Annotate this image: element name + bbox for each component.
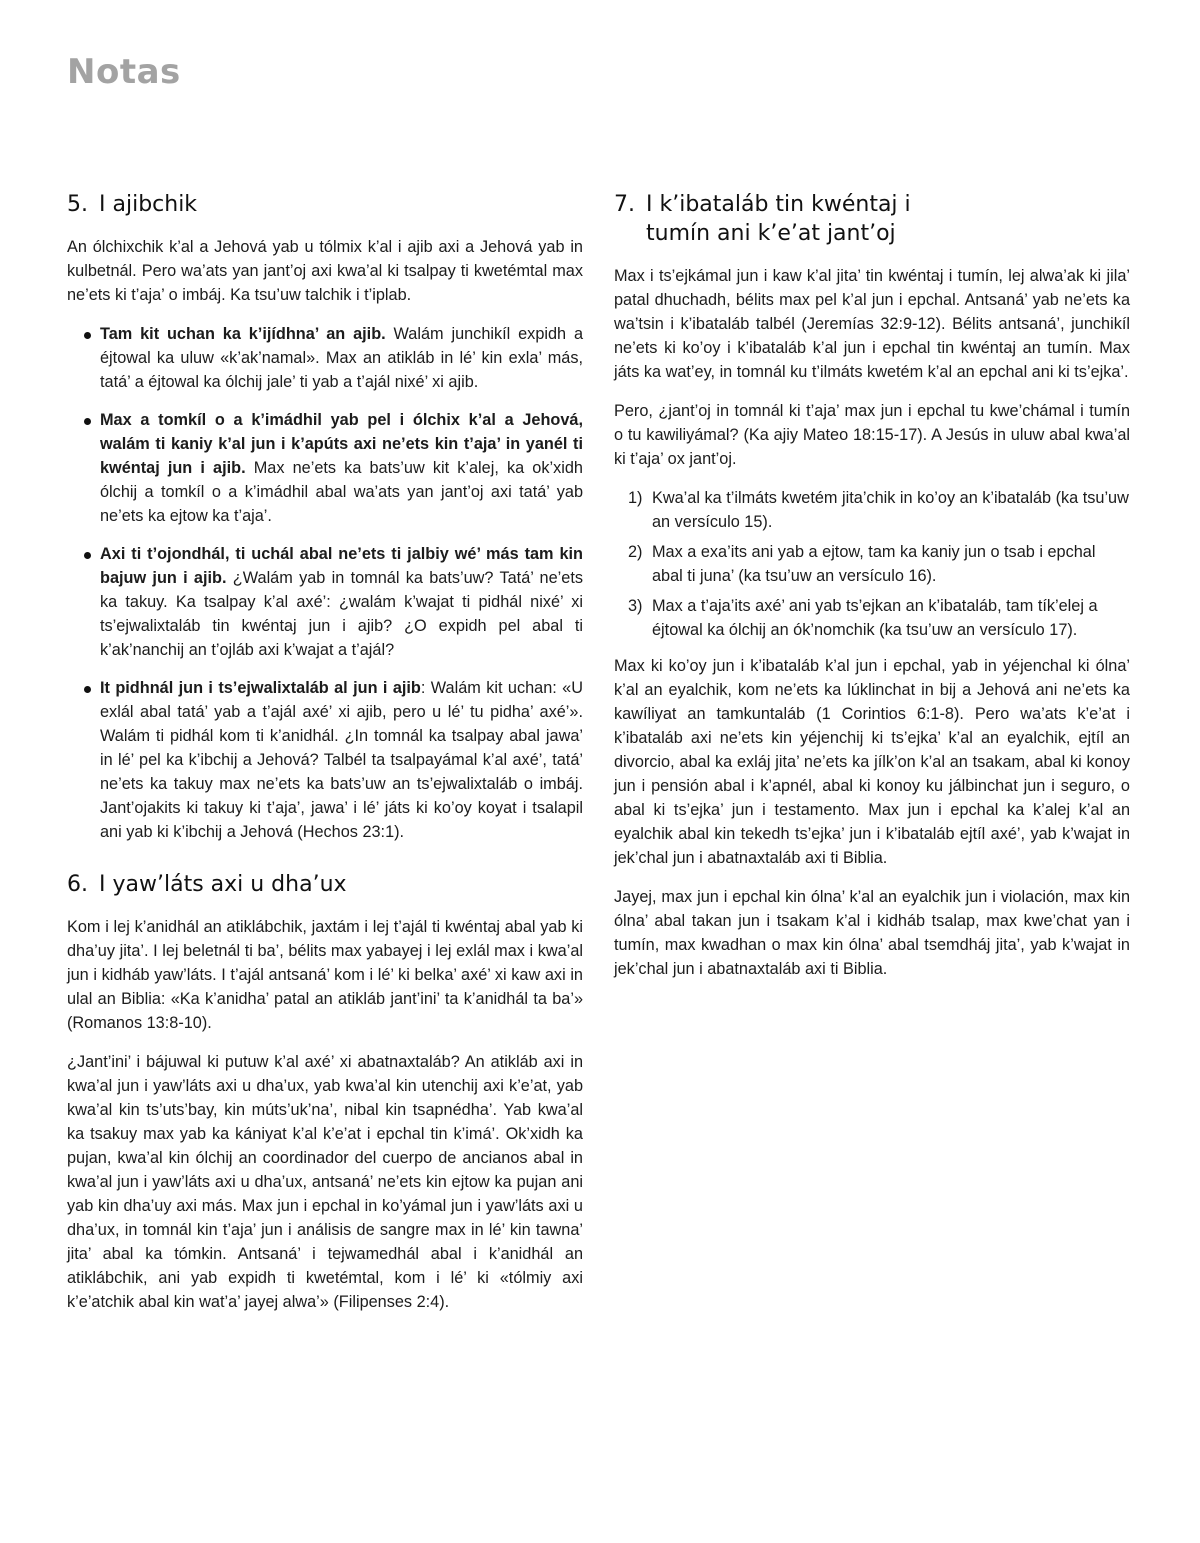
- section-title-line-2: tumín ani k’e’at jant’oj: [646, 221, 896, 246]
- section-number: 7.: [614, 192, 635, 217]
- section-title-line-1: I k’ibataláb tin kwéntaj i: [646, 192, 911, 217]
- bullet-text: Walám junchikíl expidh a éjtowal ka uluw «k’ak’namal». Max an atikláb in lé’ kin exla’ más, tatá’ a éjtowal ka ólchij jale’ ti yab a t’ajál nixé’ xi ajib.: [100, 325, 584, 391]
- section-5: [67, 190, 583, 844]
- bullet-text: Max ne’ets ka bats’uw kit k’alej, ka ok’xidh ólchij a tomkíl o a k’imádhil abal wa’ats yan jant’oj axi tatá’ yab ne’ets ka ejtow ka t’aja’.: [100, 459, 583, 525]
- step-item: [614, 486, 1130, 534]
- bullet-lead: Max a tomkíl o a k’imádhil yab pel i ólchix k’al a Jehová, walám ti kaniy k’al jun i k’apúts axi ne’ets kin t’aja’ in yanél ti kwéntaj jun i ajib.: [100, 411, 583, 477]
- section-5-heading: [67, 190, 583, 219]
- step-number: 2): [628, 543, 643, 561]
- section-6: [67, 870, 583, 1314]
- section-number: 6.: [67, 872, 88, 897]
- bullet-text: ¿Walám yab in tomnál ka bats’uw? Tatá’ ne’ets ka takuy. Ka tsalpay k’al axé’: ¿walám k’wajat ti pidhál nixé’ xi ts’ejwalixtaláb tin kwéntaj jun i ajib? ¿O expidh pel abal ti k’ak’nanchij an t’ojláb axi k’wajat a t’ajál?: [100, 569, 583, 659]
- section-number: 5.: [67, 192, 88, 217]
- right-column: [614, 190, 1130, 996]
- step-number: 3): [628, 597, 643, 615]
- bullet-item: [67, 322, 583, 394]
- bullet-lead: It pidhnál jun i ts’ejwalixtaláb al jun i ajib: [100, 679, 421, 697]
- step-item: [614, 540, 1130, 588]
- bullet-item: [67, 676, 583, 844]
- section-6-paragraph: Kom i lej k’anidhál an atiklábchik, jaxtám i lej t’ajál ti kwéntaj abal yab ki dha’uy jita’. I lej beletnál ti ba’, bélits max yabayej i lej exlál max i kwa’al jun i kidháb yaw’láts. I t’ajál antsaná’ kom i lé’ ki belka’ axé’ xi kaw axi in ulal an Biblia: «Ka k’anidha’ patal an atikláb jant’ini’ ta k’anidhál ta ba’» (Romanos 13:8-10).: [67, 918, 583, 1032]
- section-7-paragraph: Pero, ¿jant’oj in tomnál ki t’aja’ max jun i epchal tu kwe’chámal i tumín o tu kawiliyámal? (Ka ajiy Mateo 18:15-17). A Jesús in uluw abal kwa’al ki t’aja’ ox jant’oj.: [614, 402, 1130, 468]
- section-7: [614, 190, 1130, 981]
- bullet-lead: Tam kit uchan ka k’ijídhna’ an ajib.: [100, 325, 386, 343]
- step-text: Max a exa’its ani yab a ejtow, tam ka kaniy jun o tsab i epchal abal ti juna’ (ka tsu’uw an versículo 16).: [652, 543, 1096, 585]
- bullet-dot-icon: [84, 418, 91, 425]
- section-7-paragraph: Max i ts’ejkámal jun i kaw k’al jita’ tin kwéntaj i tumín, lej alwa’ak ki jila’ patal dhuchadh, bélits max pel k’al jun i epchal. Antsaná’ yab ne’ets ka wa’tsin i k’ibataláb talbél (Jeremías 32:9-12). Bélits antsaná’, junchikíl ne’ets ki ko’oy i k’ibataláb k’al jun i epchal tin kwéntaj an tumín. Max játs ka wat’ey, in tomnál ku t’ilmáts kwetém k’al an epchal ani ki ts’ejka’.: [614, 267, 1130, 381]
- step-item: [614, 594, 1130, 642]
- section-6-heading: [67, 870, 583, 899]
- section-7-paragraph: Jayej, max jun i epchal kin ólna’ k’al an eyalchik jun i violación, max kin ólna’ abal takan jun i tsakam k’al i kidháb tsalap, max kwe’chat yan i tumín, max kwadhan o max kin ólna’ abal tsemdháj jita’, yab k’wajat in jek’chal jun i abatnaxtaláb axi ti Biblia.: [614, 888, 1130, 978]
- bullet-dot-icon: [84, 332, 91, 339]
- section-7-steps-list: [614, 486, 1130, 642]
- left-column: [67, 190, 583, 1329]
- section-5-intro: An ólchixchik k’al a Jehová yab u tólmix k’al i ajib axi a Jehová yab in kulbetnál. Pero wa’ats yan jant’oj axi kwa’al ki tsalpay ti kwetémtal max ne’ets ki t’aja’ o imbáj. Ka tsu’uw talchik i t’iplab.: [67, 238, 583, 304]
- section-7-heading: [614, 190, 1130, 248]
- bullet-dot-icon: [84, 686, 91, 693]
- bullet-item: [67, 542, 583, 662]
- bullet-text: : Walám kit uchan: «U exlál abal tatá’ yab a t’ajál axé’ xi ajib, pero u lé’ tu pidha’ axé’». Walám ti pidhál kom ti k’anidhál. ¿In tomnál ka tsalpay abal jawa’ in lé’ pel ka k’ibchij a Jehová? Talbél ta tsalpayámal k’al axé’, tatá’ ne’ets ka takuy max ne’ets ka bats’uw an ts’ejwalixtaláb o imbáj. Jant’ojakits ki takuy ki t’aja’, jawa’ i lé’ játs ki ko’oy koyat i tsalapil ani yab ki k’ibchij a Jehová (Hechos 23:1).: [100, 679, 583, 841]
- step-text: Max a t’aja’its axé’ ani yab ts’ejkan an k’ibataláb, tam tík’elej a éjtowal ka ólchij an ók’nomchik (ka tsu’uw an versículo 17).: [652, 597, 1098, 639]
- section-title: I ajibchik: [99, 192, 198, 217]
- section-5-bullet-list: [67, 322, 583, 844]
- step-text: Kwa’al ka t’ilmáts kwetém jita’chik in ko’oy an k’ibataláb (ka tsu’uw an versículo 15).: [652, 489, 1129, 531]
- section-title: I yaw’láts axi u dha’ux: [99, 872, 347, 897]
- bullet-dot-icon: [84, 552, 91, 559]
- page-title: Notas: [67, 52, 181, 92]
- section-6-paragraph: ¿Jant’ini’ i bájuwal ki putuw k’al axé’ xi abatnaxtaláb? An atikláb axi in kwa’al jun i yaw’láts axi u dha’ux, yab kwa’al kin utenchij axi k’e’at, yab kwa’al kin ts’uts’bay, kin múts’uk’na’, nibal kin tsapnédha’. Yab kwa’al ka tsakuy max yab ka kániyat k’al k’e’at i epchal tin k’imá’. Ok’xidh ka pujan, kwa’al kin ólchij an coordinador del cuerpo de ancianos abal in kwa’al jun i yaw’láts axi u dha’ux, antsaná’ ne’ets kin ejtow ka pujan ani yab kin dha’uy axi más. Max jun i epchal in ko’yámal jun i yaw’láts axi u dha’ux, in tomnál kin t’aja’ jun i análisis de sangre max in lé’ kin tawna’ jita’ abal ka tómkin. Antsaná’ i tejwamedhál abal i k’anidhál an atiklábchik, ani yab expidh ti kwetémtal, kom i lé’ ki «tólmiy axi k’e’atchik abal kin wat’a’ jayej alwa’» (Filipenses 2:4).: [67, 1053, 583, 1311]
- section-7-paragraph: Max ki ko’oy jun i k’ibataláb k’al jun i epchal, yab in yéjenchal ki ólna’ k’al an eyalchik, kom ne’ets ka lúklinchat in bij a Jehová ani ne’ets ka kawíliyat an tamkuntaláb (1 Corintios 6:1-8). Pero wa’ats k’e’at i k’ibataláb axi ne’ets kin yéjenchij ki ts’ejka’ k’al an eyalchik, ejtíl an divorcio, abal ka exláj jita’ ne’ets ka jílk’on k’al an tsakam, abal ki konoy jun i pensión abal i k’apnél, abal ki konoy ku jálbinchat jun i seguro, o abal ki ts’ejka’ jun i testamento. Max jun i epchal ka k’alej k’al an eyalchik abal kin tekedh ts’ejka’ jun i k’ibataláb ejtíl axé’, yab k’wajat in jek’chal jun i abatnaxtaláb axi ti Biblia.: [614, 657, 1130, 867]
- step-number: 1): [628, 489, 643, 507]
- bullet-lead: Axi ti t’ojondhál, ti uchál abal ne’ets ti jalbiy wé’ más tam kin bajuw jun i ajib.: [100, 545, 583, 587]
- bullet-item: [67, 408, 583, 528]
